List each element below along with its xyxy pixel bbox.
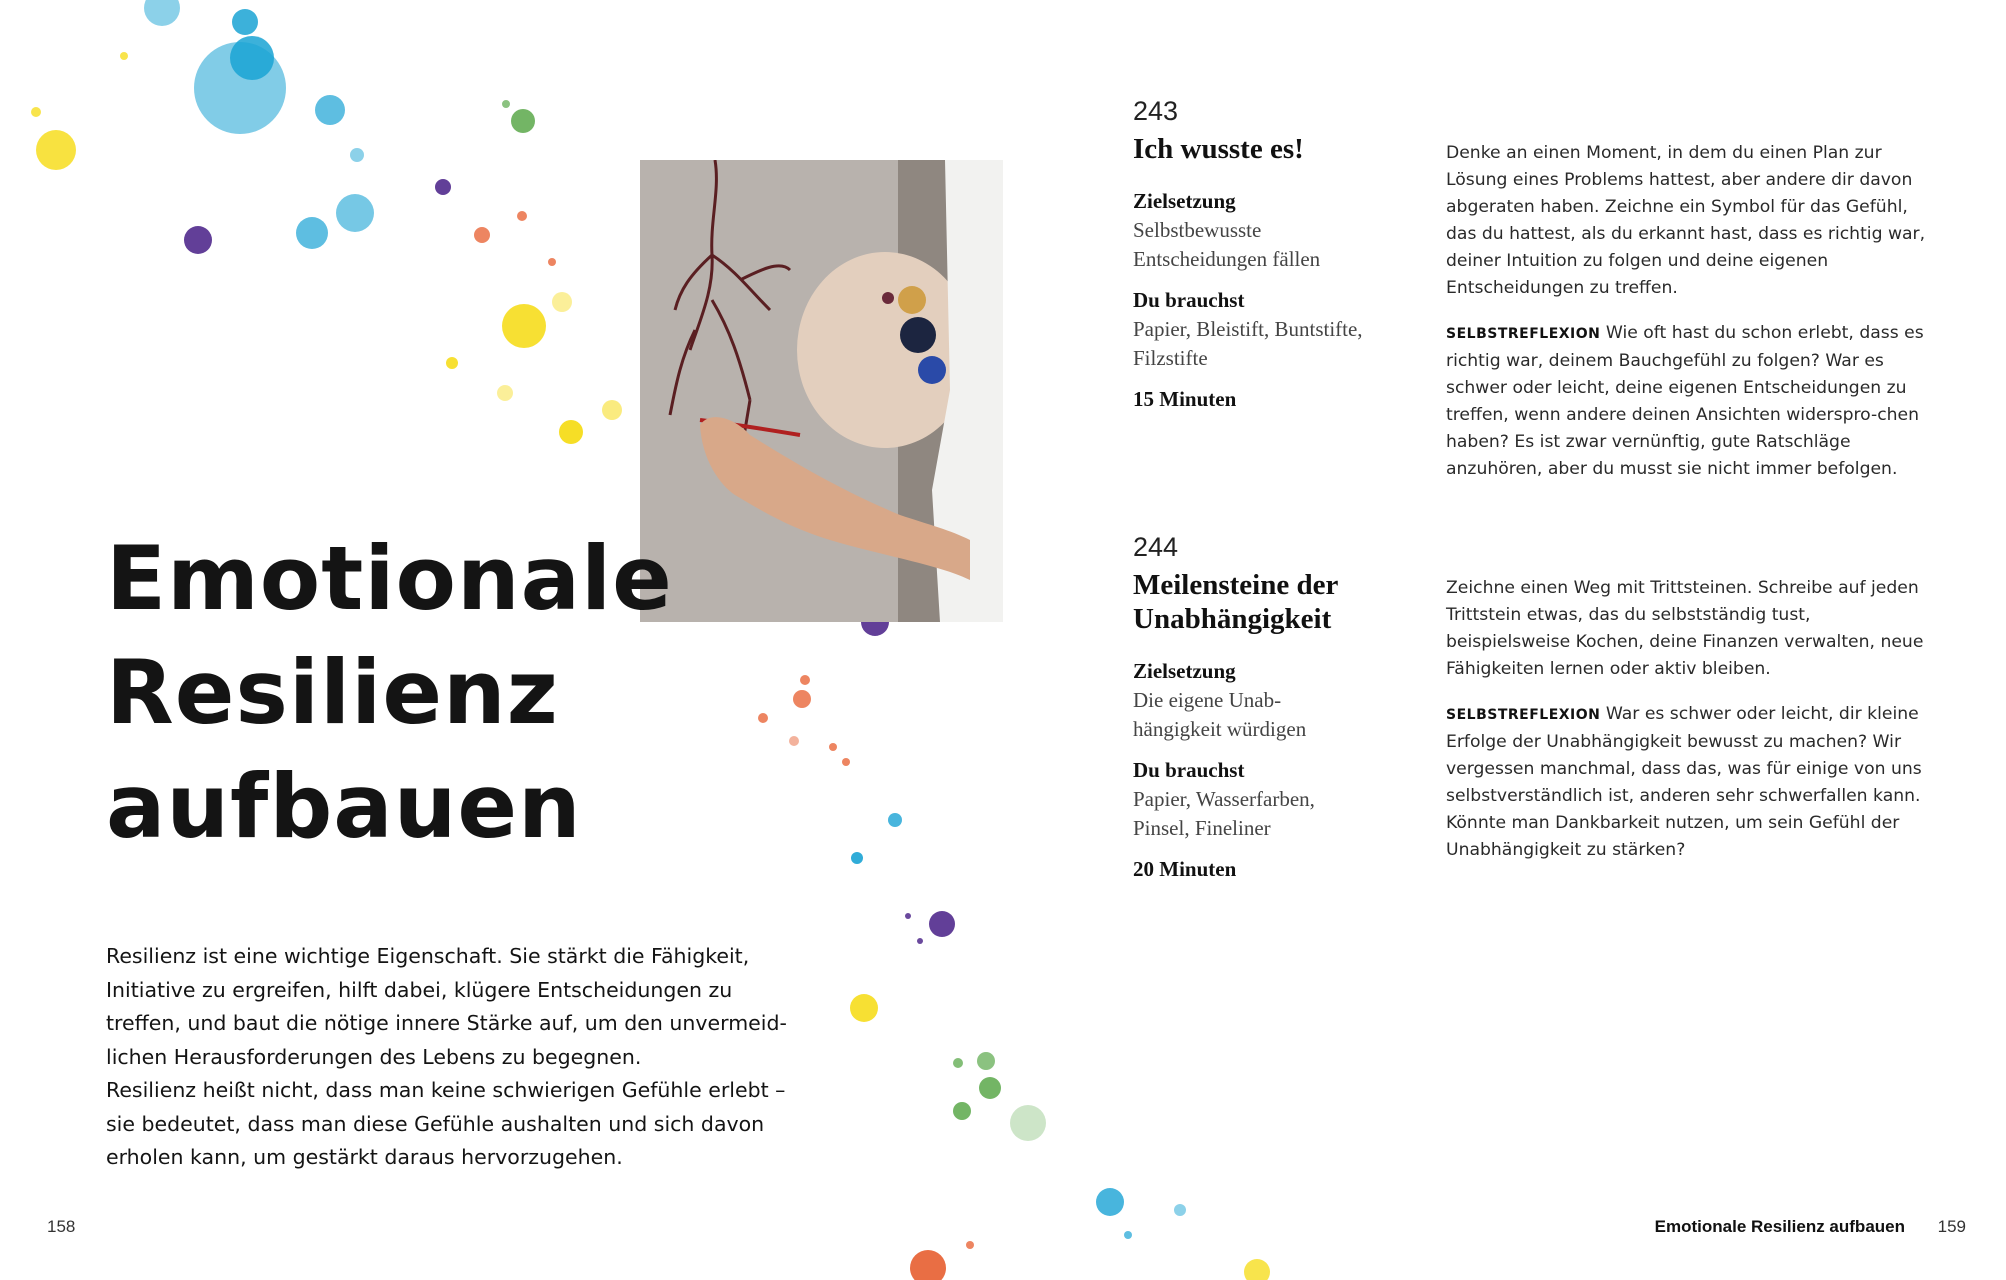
exercise-244-meta bbox=[1133, 657, 1363, 884]
exercise-244-needs-label: Du brauchst bbox=[1133, 758, 1245, 782]
exercise-243-goal-text: Selbstbewusste Entscheidungen fällen bbox=[1133, 218, 1321, 271]
exercise-244-reflection-label: SELBSTREFLEXION bbox=[1446, 707, 1601, 723]
exercise-243-body bbox=[1446, 140, 1926, 501]
painting-photo bbox=[640, 160, 1003, 622]
exercise-243-goal-label: Zielsetzung bbox=[1133, 189, 1236, 213]
page-number-right: 159 bbox=[1937, 1217, 1966, 1236]
exercise-243-duration: 15 Minuten bbox=[1133, 387, 1237, 411]
exercise-244-body bbox=[1446, 575, 1926, 882]
exercise-244-reflection bbox=[1446, 701, 1926, 864]
exercise-243-reflection-label: SELBSTREFLEXION bbox=[1446, 326, 1601, 342]
exercise-243-meta bbox=[1133, 187, 1363, 414]
exercise-243-reflection-text: Wie oft hast du schon erlebt, dass es richtig war, deinem Bauchgefühl zu folgen? War es schwer oder leicht, deine eigenen Entscheidungen zu treffen, wenn andere deinen Ansichten widerspro-chen haben? Es ist zwar vernünftig, gute Ratschläge anzuhören, aber du musst sie nicht immer befolgen. bbox=[1446, 323, 1924, 479]
exercise-243-title bbox=[1133, 132, 1304, 166]
exercise-243-instruction: Denke an einen Moment, in dem du einen Plan zur Lösung eines Problems hattest, aber andere dir davon abgeraten haben. Zeichne ein Symbol für das Gefühl, das du hattest, als du erkannt hast, dass es richtig war, deiner Intuition zu folgen und deine eigenen Entscheidungen zu treffen. bbox=[1446, 143, 1926, 298]
chapter-title bbox=[106, 522, 673, 864]
exercise-244-needs-text: Papier, Wasserfarben, Pinsel, Fineliner bbox=[1133, 787, 1315, 840]
exercise-244-title-line-1: Meilensteine der bbox=[1133, 569, 1339, 601]
intro-paragraph-2: Resilienz heißt nicht, dass man keine schwierigen Gefühle erlebt – sie bedeutet, dass man diese Gefühle aushalten und sich davon erholen kann, um gestärkt daraus hervorzugehen. bbox=[106, 1078, 786, 1169]
exercise-244-goal-text: Die eigene Unab-hängigkeit würdigen bbox=[1133, 688, 1307, 741]
exercise-244-reflection-text: War es schwer oder leicht, dir kleine Erfolge der Unabhängigkeit bewusst zu machen? Wir vergessen manchmal, dass das, was für einige von uns selbstverständlich ist, anderen sehr schwerfallen kann. Könnte man Dankbarkeit nutzen, um sein Gefühl der Unabhängigkeit zu stärken? bbox=[1446, 704, 1922, 860]
exercise-244-instruction: Zeichne einen Weg mit Trittsteinen. Schreibe auf jeden Trittstein etwas, das du selbstständig tust, beispielsweise Kochen, deine Finanzen verwalten, neue Fähigkeiten lernen oder aktiv bleiben. bbox=[1446, 578, 1924, 679]
exercise-243-title-line: Ich wusste es! bbox=[1133, 133, 1304, 165]
exercise-244-goal-label: Zielsetzung bbox=[1133, 659, 1236, 683]
exercise-243-number: 243 bbox=[1133, 96, 1179, 126]
chapter-title-line-3: aufbauen bbox=[106, 755, 582, 858]
exercise-244-title-line-2: Unabhängigkeit bbox=[1133, 603, 1332, 635]
exercise-243-reflection bbox=[1446, 320, 1926, 483]
intro-paragraph-1: Resilienz ist eine wichtige Eigenschaft. Sie stärkt die Fähigkeit, Initiative zu ergreifen, hilft dabei, klügere Entscheidungen zu treffen, und baut die nötige innere Stärke auf, um den unvermeid-lichen Herausforderungen des Lebens zu begegnen. bbox=[106, 944, 787, 1069]
exercise-244-title bbox=[1133, 568, 1338, 636]
exercise-244-number: 244 bbox=[1133, 532, 1179, 562]
chapter-intro bbox=[106, 940, 806, 1175]
exercise-243-needs-label: Du brauchst bbox=[1133, 288, 1245, 312]
exercise-243-needs-text: Papier, Bleistift, Buntstifte, Filzstifte bbox=[1133, 317, 1363, 370]
page-number-left: 158 bbox=[47, 1217, 76, 1236]
exercise-244-duration: 20 Minuten bbox=[1133, 857, 1237, 881]
running-head: Emotionale Resilienz aufbauen bbox=[1654, 1217, 1905, 1236]
chapter-title-line-2: Resilienz bbox=[106, 641, 559, 744]
chapter-title-line-1: Emotionale bbox=[106, 527, 673, 630]
